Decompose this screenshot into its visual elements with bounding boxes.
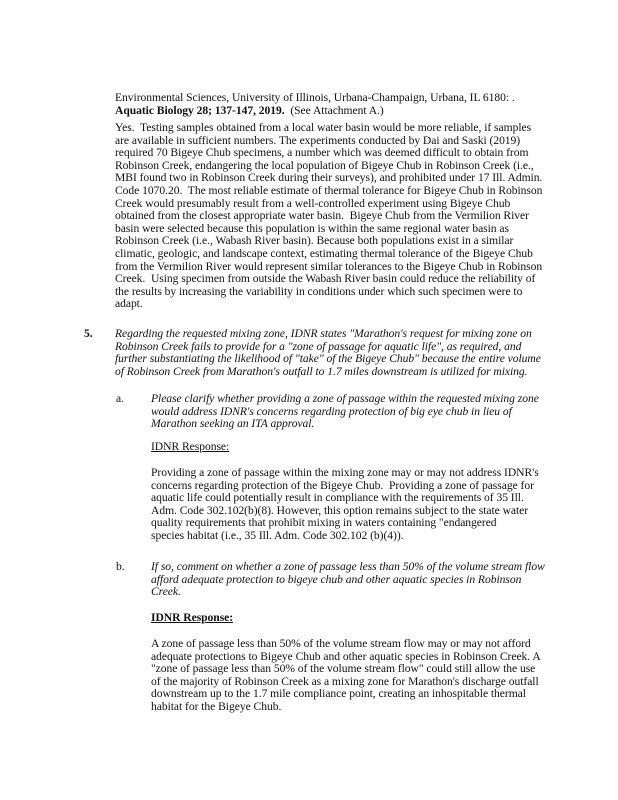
citation-journal: Aquatic Biology 28; 137-147, 2019. [115,104,285,117]
item-b-letter: b. [116,560,125,573]
item-a-response: Providing a zone of passage within the mixing zone may or may not address IDNR's concerns regarding protection of the Bigeye Chub. Providing a zone of passage for aquatic life could potentially result in compliance with the requirements of 35 Ill. Adm. Code 302.102(b)(8). However, this option remains subject to the state water quality requirements that prohibit mixing in waters containing "endangered species habitat (i.e., 35 Ill. Adm. Code 302.102 (b)(4)). [151,466,539,542]
citation-note: (See Attachment A.) [284,104,384,117]
answer-paragraph: Yes. Testing samples obtained from a local water basin would be more reliable, if samples are available in sufficient numbers. The experiments conducted by Dai and Saski (2019) required 70 Bigeye Chub specimens, a number which was deemed difficult to obtain from Robinson Creek, endangering the local population of Bigeye Chub in Robinson Creek (i.e., MBI found two in Robinson Creek during their surveys), and prohibited under 17 Ill. Admin. Code 1070.20. The most reliable estimate of thermal tolerance for Bigeye Chub in Robinson Creek would presumably result from a well-controlled experiment using Bigeye Chub obtained from the closest appropriate water basin. Bigeye Chub from the Vermilion River basin were selected because this population is within the same regional water basin as Robinson Creek (i.e., Wabash River basin). Because both populations exist in a similar climatic, geologic, and landscape context, estimating thermal tolerance of the Bigeye Chub from the Vermilion River would represent similar tolerances to the Bigeye Chub in Robinson Creek. Using specimen from outside the Wabash River basin could reduce the reliability of the results by increasing the variability in conditions under which such specimen were to adapt. [115,121,543,311]
item-5-number: 5. [84,327,93,340]
item-a-question: Please clarify whether providing a zone of passage within the requested mixing zone would address IDNR's concerns regarding protection of big eye chub in lieu of Marathon seeking an ITA approval. [151,392,539,431]
item-b-response-heading: IDNR Response: [151,611,234,624]
item-a-response-heading: IDNR Response: [151,440,230,453]
item-a-letter: a. [116,392,124,405]
item-b-response: A zone of passage less than 50% of the volume stream flow may or may not afford adequate protections to Bigeye Chub and other aquatic species in Robinson Creek. A "zone of passage less than 50% of the volume stream flow" could still allow the use of the majority of Robinson Creek as a mixing zone for Marathon's discharge outfall downstream up to the 1.7 mile compliance point, creating an inhospitable thermal habitat for the Bigeye Chub. [151,637,541,713]
affiliation-line: Environmental Sciences, University of Illinois, Urbana-Champaign, Urbana, IL 6180: . [115,91,515,104]
citation [115,105,384,118]
item-5-text: Regarding the requested mixing zone, IDNR states "Marathon's request for mixing zone on Robinson Creek fails to provide for a "zone of passage for aquatic life", as required, and further substantiating the likelihood of "take" of the Bigeye Chub" because the entire volume of Robinson Creek from Marathon's outfall to 1.7 miles downstream is utilized for mixing. [115,327,541,378]
item-b-question: If so, comment on whether a zone of passage less than 50% of the volume stream flow afford adequate protection to bigeye chub and other aquatic species in Robinson Creek. [151,560,545,599]
